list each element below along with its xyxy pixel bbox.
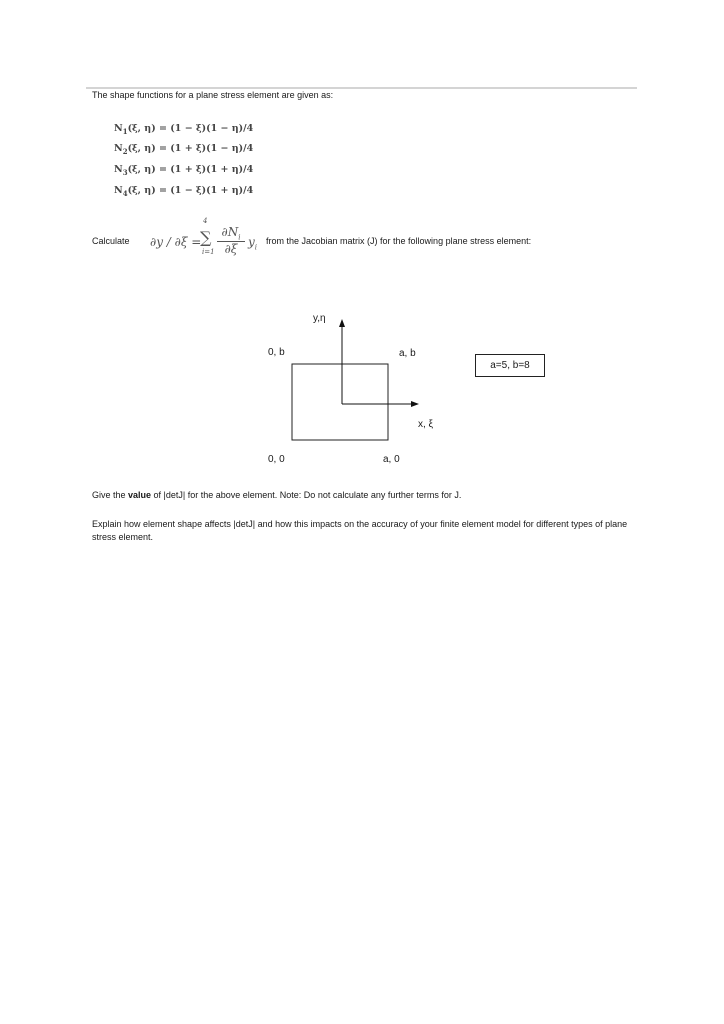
intro-text: The shape functions for a plane stress element are given as: [92,90,334,100]
formula-left: ∂y / ∂ξ = [150,235,202,249]
xi-axis-arrowhead [411,401,419,407]
question-detj-value: Give the value of |detJ| for the above element. Note: Do not calculate any further terms for J. [92,490,462,500]
sum-symbol: ∑ [200,228,212,247]
shape-function-n4: $N_4(\xi$, η) = (1 − ξ)(1 + η)/4 [114,185,254,198]
shape-function-n1: $N_1(\xi$, η) = (1 − ξ)(1 − η)/4 [114,123,254,136]
y-eta-label: y,η [313,313,326,324]
fraction-denominator: ∂ξ [224,242,238,256]
eta-axis-arrowhead [339,319,345,327]
calculate-description: from the Jacobian matrix (J) for the following plane stress element: [266,236,532,246]
parameters-box: a=5, b=8 [475,354,545,377]
shape-function-n2: $N_2(\xi$, η) = (1 + ξ)(1 − η)/4 [114,143,254,156]
corner-top-right-label: a, b [399,348,416,359]
formula-trailing: $y_i$ [248,235,258,252]
fraction-numerator: $\partial N_i$ [221,225,241,242]
sum-lower-limit: i=1 [202,248,215,256]
corner-bottom-left-label: 0, 0 [268,454,285,465]
corner-bottom-right-label: a, 0 [383,454,400,465]
calculate-label: Calculate [92,236,130,246]
x-xi-label: x, ξ [418,419,434,430]
question-element-shape: Explain how element shape affects |detJ| and how this impacts on the accuracy of your finite element model for different types of plane stress element. [92,519,628,542]
plane-stress-element [292,364,388,440]
sum-upper-limit: 4 [203,217,208,225]
shape-function-n3: $N_3(\xi$, η) = (1 + ξ)(1 + η)/4 [114,164,254,177]
corner-top-left-label: 0, b [268,347,285,358]
